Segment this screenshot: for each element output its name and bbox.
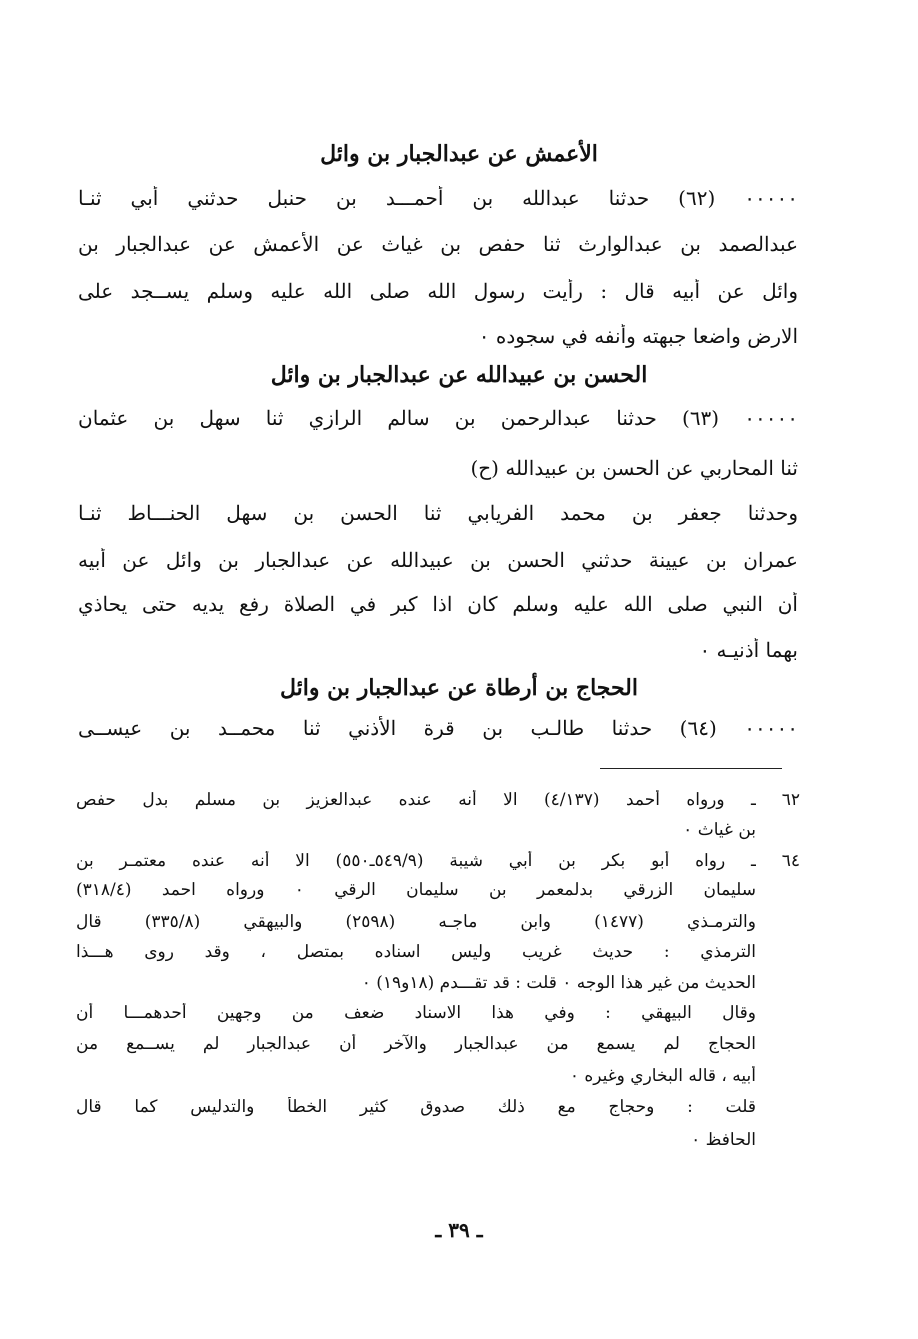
- footnote-line: أبيه ، قاله البخاري وغيره ٠: [569, 1066, 756, 1086]
- text-line: وحدثنا جعفر بن محمد الفريابي ثنا الحسن بن سهل الحنـــاط ثنـا: [78, 501, 798, 525]
- footnote-line: بن غياث ٠: [683, 820, 756, 840]
- footnote-line: سليمان الزرقي بدلمعمر بن سليمان الرقي ٠ ورواه احمد (٣١٨/٤): [76, 880, 756, 900]
- footnote-line: ـ رواه أبو بكر بن أبي شيبة (٥٤٩/٩ـ٥٥٠) الا أنه عنده معتمـر بن: [76, 851, 756, 871]
- footnote-line: ـ ورواه أحمد (٤/١٣٧) الا أنه عنده عبدالعزيز بن مسلم بدل حفص: [76, 790, 756, 810]
- text-line: بهما أذنيـه ٠: [699, 638, 798, 662]
- footnote-line: الحديث من غير هذا الوجه ٠ قلت : قد تقـــدم (١٨و١٩) ٠: [361, 973, 756, 993]
- section-heading-2: الحسن بن عبيدالله عن عبدالجبار بن وائل: [270, 362, 648, 388]
- footnote-line: وقال البيهقي : وفي هذا الاسناد ضعف من وجهين أحدهمـــا أن: [76, 1003, 756, 1023]
- text-line: عمران بن عيينة حدثني الحسن بن عبيدالله عن عبدالجبار بن وائل عن أبيه: [78, 548, 798, 572]
- text-line: ٠٠٠٠٠ (٦٤) حدثنا طالـب بن قرة الأذني ثنا محمــد بن عيســى: [78, 716, 798, 740]
- section-heading-3: الحجاج بن أرطاة عن عبدالجبار بن وائل: [280, 675, 638, 701]
- footnote-line: الحجاج لم يسمع من عبدالجبار والآخر أن عبدالجبار لم يســمع من: [76, 1034, 756, 1054]
- page-number: ـ ٣٩ ـ: [435, 1218, 483, 1242]
- footnote-number: ٦٤: [781, 851, 800, 871]
- text-line: الارض واضعا جبهته وأنفه في سجوده ٠: [478, 324, 798, 348]
- text-line: ٠٠٠٠٠ (٦٣) حدثنا عبدالرحمن بن سالم الرازي ثنا سهل بن عثمان: [78, 406, 798, 430]
- text-line: ٠٠٠٠٠ (٦٢) حدثنا عبدالله بن أحمـــد بن حنبل حدثني أبي ثنـا: [78, 186, 798, 210]
- text-line: ثنا المحاربي عن الحسن بن عبيدالله (ح): [470, 456, 798, 480]
- text-line: أن النبي صلى الله عليه وسلم كان اذا كبر في الصلاة رفع يديه حتى يحاذي: [78, 592, 798, 616]
- footnote-number: ٦٢: [781, 790, 800, 810]
- section-heading-1: الأعمش عن عبدالجبار بن وائل: [320, 141, 598, 167]
- footnote-line: قلت : وحجاج مع ذلك صدوق كثير الخطأ والتدليس كما قال: [76, 1097, 756, 1117]
- text-line: وائل عن أبيه قال : رأيت رسول الله صلى الله عليه وسلم يســجد على: [78, 279, 798, 303]
- footnote-line: الترمذي : حديث غريب وليس اسناده بمتصل ، وقد روى هـــذا: [76, 942, 756, 962]
- footnote-separator: [600, 768, 782, 769]
- footnote-line: والترمـذي (١٤٧٧) وابن ماجـه (٢٥٩٨) والبيهقي (٣٣٥/٨) قال: [76, 912, 756, 932]
- footnote-line: الحافظ ٠: [691, 1130, 756, 1150]
- text-line: عبدالصمد بن عبدالوارث ثنا حفص بن غياث عن الأعمش عن عبدالجبار بن: [78, 232, 798, 256]
